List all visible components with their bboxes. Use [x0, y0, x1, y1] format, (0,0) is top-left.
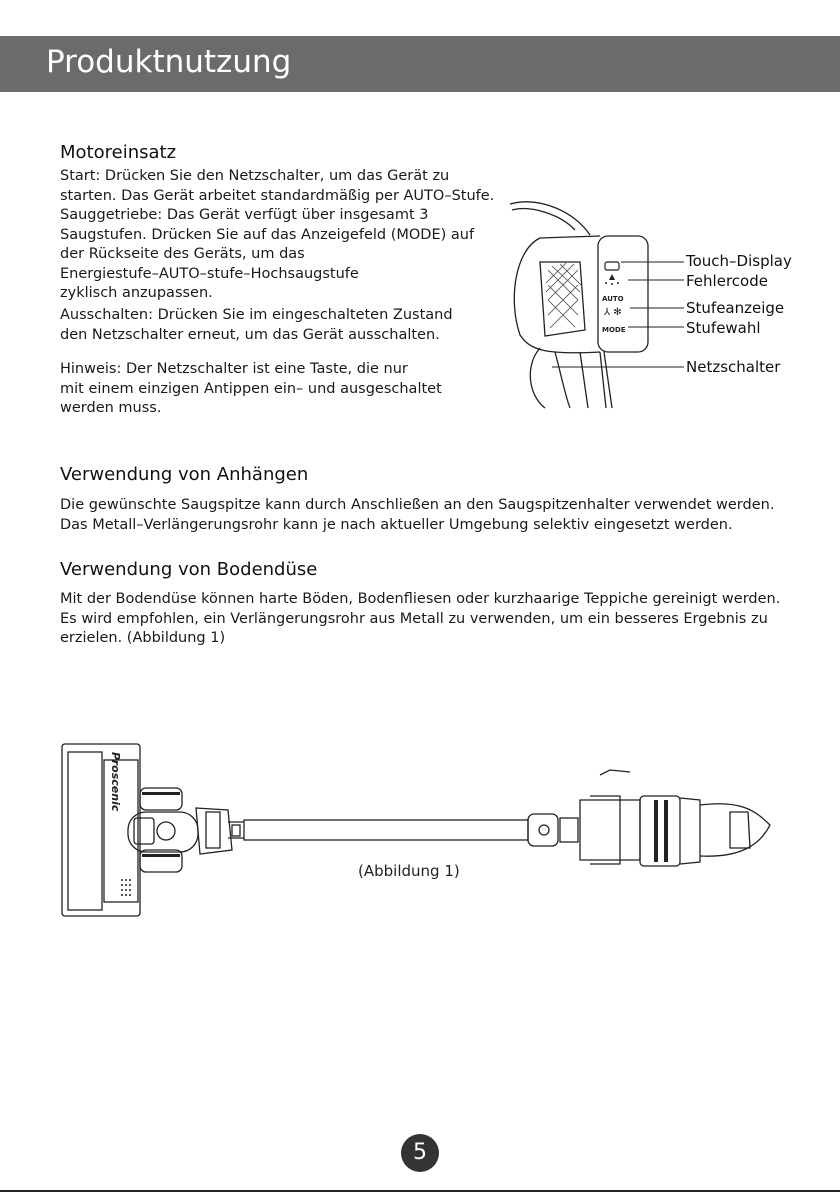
figure-caption: (Abbildung 1) — [358, 862, 460, 880]
text-line: der Rückseite des Geräts, um das — [60, 246, 305, 262]
text-line: mit einem einzigen Antippen ein– und ausgeschaltet — [60, 380, 442, 397]
mode-icon-label: MODE — [602, 326, 626, 334]
text-line: Start: Drücken Sie den Netzschalter, um das Gerät zu — [60, 168, 450, 184]
text-line: Es wird empfohlen, ein Verlängerungsrohr aus Metall zu verwenden, um ein besseres Ergebnis zu — [60, 610, 768, 627]
label-level-select: Stufewahl — [686, 319, 761, 337]
label-error-code: Fehlercode — [686, 272, 768, 290]
label-touch-display: Touch–Display — [686, 252, 792, 270]
fan-level-icon: ⅄ ✻ — [604, 307, 622, 318]
text-line: erzielen. (Abbildung 1) — [60, 630, 226, 646]
text-line: Hinweis: Der Netzschalter ist eine Taste, die nur — [60, 361, 408, 377]
text-line: Mit der Bodendüse können harte Böden, Bodenfliesen oder kurzhaarige Teppiche gereinigt werden. — [60, 591, 781, 607]
page-title: Produktnutzung — [46, 44, 292, 80]
text-line: zyklisch anzupassen. — [60, 285, 213, 301]
auto-icon-label: AUTO — [602, 295, 624, 303]
brand-logo: Proscenic — [109, 752, 122, 812]
text-line: den Netzschalter erneut, um das Gerät ausschalten. — [60, 326, 440, 343]
heading-attachments: Verwendung von Anhängen — [60, 464, 309, 485]
heading-floor-nozzle: Verwendung von Bodendüse — [60, 559, 318, 580]
text-line: Die gewünschte Saugspitze kann durch Anschließen an den Saugspitzenhalter verwendet werden. — [60, 497, 775, 513]
text-line: Sauggetriebe: Das Gerät verfügt über insgesamt 3 — [60, 207, 429, 223]
page-number-badge: 5 — [401, 1134, 439, 1172]
label-power-switch: Netzschalter — [686, 358, 781, 376]
text-line: werden muss. — [60, 400, 162, 416]
text-line: Saugstufen. Drücken Sie auf das Anzeigefeld (MODE) auf — [60, 226, 475, 243]
label-level-indicator: Stufeanzeige — [686, 299, 785, 317]
heading-motor: Motoreinsatz — [60, 142, 177, 163]
text-line: Energiestufe–AUTO–stufe–Hochsaugstufe — [60, 265, 359, 282]
text-line: Ausschalten: Drücken Sie im eingeschalteten Zustand — [60, 307, 453, 323]
text-line: Das Metall–Verlängerungsrohr kann je nach aktueller Umgebung selektiv eingesetzt werden. — [60, 516, 733, 533]
text-line: starten. Das Gerät arbeitet standardmäßig per AUTO–Stufe. — [60, 187, 495, 204]
